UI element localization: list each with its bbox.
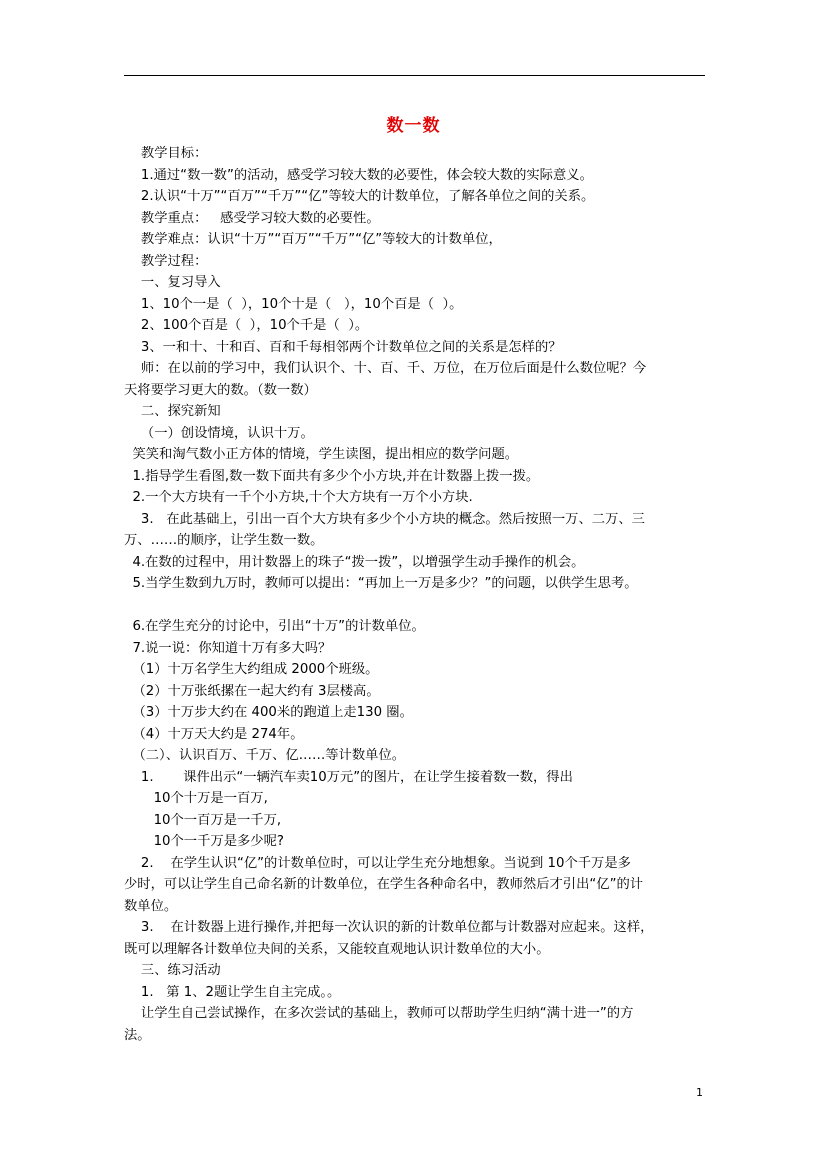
body-line: 既可以理解各计数单位夬间的关系，又能较直观地认识计数单位的大小。 xyxy=(124,941,550,957)
body-line: 教学难点：认识“十万”“百万”“千万”“亿”等较大的计数单位， xyxy=(124,232,502,247)
body-line: 1.指导学生看图,数一数下面共有多少个小方块,并在计数器上拨一拨。 xyxy=(124,468,540,484)
page-number: 1 xyxy=(696,1086,703,1099)
body-line: 让学生自己尝试操作，在多次尝试的基础上，教师可以帮助学生归纳“满十进一”的方 xyxy=(124,1006,634,1021)
body-line: （2）十万张纸摞在一起大约有 3层楼高。 xyxy=(124,683,380,699)
body-line: 10个一百万是一千万, xyxy=(124,812,282,828)
body-line: 万、……的顺序，让学生数一数。 xyxy=(124,533,324,548)
body-line: （4）十万天大约是 274年。 xyxy=(124,726,304,742)
body-line: 教学重点： 感受学习较大数的必要性。 xyxy=(124,210,380,226)
body-line: （二）、认识百万、千万、亿……等计数单位。 xyxy=(124,748,406,763)
body-line: 2. 在学生认识“亿”的计数单位时，可以让学生充分地想象。当说到 10个千万是多 xyxy=(124,855,631,871)
body-line: 2.认识“十万”“百万”“千万”“亿”等较大的计数单位，了解各单位之间的关系。 xyxy=(124,189,595,204)
body-line: 3. 在计数器上进行操作,并把每一次认识的新的计数单位都与计数器对应起来。这样， xyxy=(124,920,654,935)
body-line: 师：在以前的学习中，我们认识个、十、百、千、万位，在万位后面是什么数位呢？今 xyxy=(124,361,647,376)
document-body xyxy=(124,143,707,1046)
body-line: （一）创设情境，认识十万。 xyxy=(124,425,314,441)
body-line: 1.通过“数一数”的活动，感受学习较大数的必要性，体会较大数的实际意义。 xyxy=(124,167,593,183)
body-line: 6.在学生充分的讨论中，引出“十万”的计数单位。 xyxy=(124,619,425,634)
body-line: 法。 xyxy=(124,1027,151,1043)
blank-line xyxy=(124,595,707,617)
body-line: 天将要学习更大的数。（数一数） xyxy=(124,382,317,398)
body-line: 1. 课件出示“一辆汽车卖10万元”的图片，在让学生接着数一数，得出 xyxy=(124,769,573,785)
body-line: 一、复习导入 xyxy=(124,275,221,290)
document-title: 数一数 xyxy=(386,116,441,136)
body-line: 2.一个大方块有一千个小方块,十个大方块有一万个小方块. xyxy=(124,490,473,505)
body-line: 5.当学生数到九万时，教师可以提出：“再加上一万是多少？”的问题，以供学生思考。 xyxy=(124,576,638,591)
body-line: 2、100个百是（ ），10个千是（ ）。 xyxy=(124,318,369,333)
header-rule xyxy=(124,75,705,76)
body-line: 三、练习活动 xyxy=(124,963,221,978)
body-line: 教学过程： xyxy=(124,253,208,269)
body-line: 3、一和十、十和百、百和千每相邻两个计数单位之间的关系是怎样的？ xyxy=(124,339,562,355)
body-line: 教学目标： xyxy=(124,146,208,161)
body-line: 1、10个一是（ ），10个十是（ ），10个百是（ ）。 xyxy=(124,296,463,312)
body-line: （1）十万名学生大约组成 2000个班级。 xyxy=(124,662,379,677)
body-line: （3）十万步大约在 400米的跑道上走130 圈。 xyxy=(124,705,413,720)
body-line: 10个一千万是多少呢? xyxy=(124,834,284,849)
body-line: 7.说一说：你知道十万有多大吗？ xyxy=(124,640,332,656)
body-line: 3. 在此基础上，引出一百个大方块有多少个小方块的概念。然后按照一万、二万、三 xyxy=(124,511,645,527)
body-line: 数单位。 xyxy=(124,898,178,914)
body-line: 笑笑和淘气数小正方体的情境，学生读图，提出相应的数学问题。 xyxy=(124,447,519,462)
body-line: 4.在数的过程中，用计数器上的珠子“拨一拨”，以增强学生动手操作的机会。 xyxy=(124,554,585,570)
body-line: 少时，可以让学生自己命名新的计数单位，在学生各种命名中，教师然后才引出“亿”的计 xyxy=(124,877,644,892)
body-line: 10个十万是一百万, xyxy=(124,791,268,806)
body-line: 1. 第 1、2题让学生自主完成。。 xyxy=(124,984,341,1000)
body-line: 二、探究新知 xyxy=(124,404,221,419)
